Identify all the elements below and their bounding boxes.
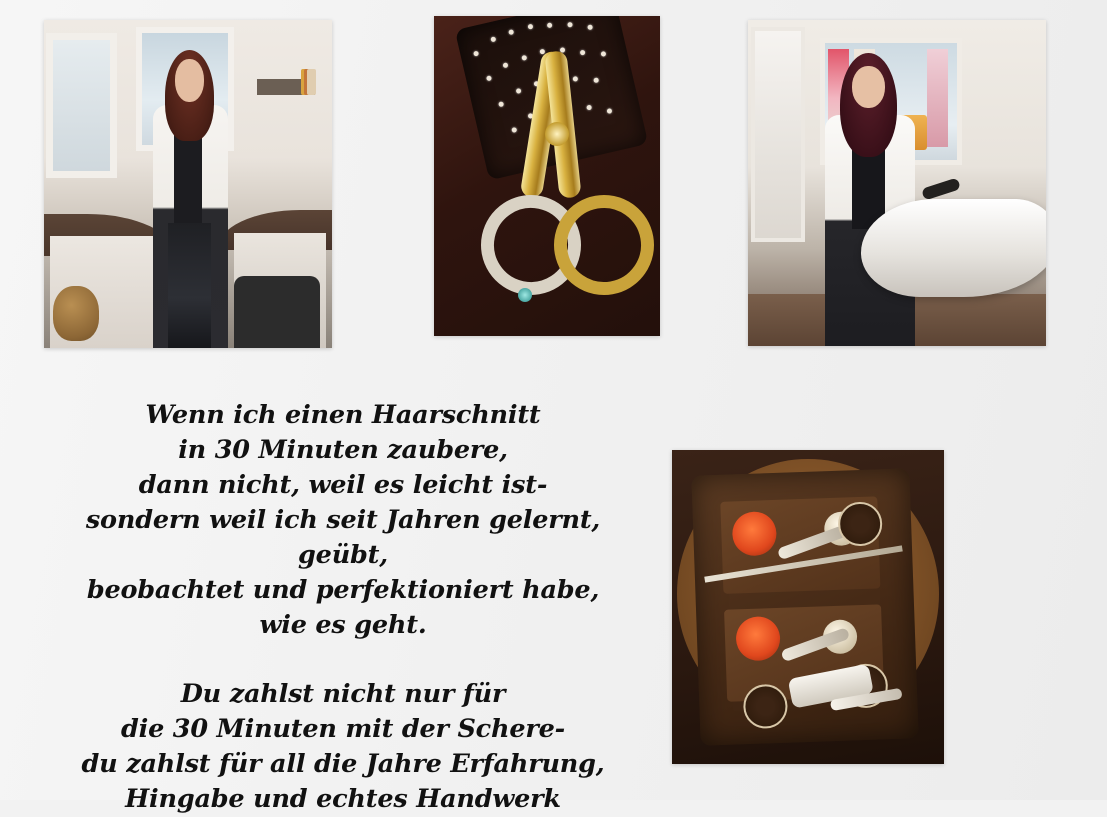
quote-line: Hingabe und echtes Handwerk bbox=[125, 784, 561, 814]
salon-right-poster bbox=[927, 49, 948, 147]
quote-line: sondern weil ich seit Jahren gelernt, geübt, bbox=[85, 505, 601, 570]
photo-tools bbox=[672, 450, 944, 764]
quote-line: die 30 Minuten mit der Schere- bbox=[120, 714, 566, 744]
paragraph-spacer bbox=[40, 643, 646, 677]
quote-line: beobachtet und perfektioniert habe, bbox=[86, 575, 600, 605]
quote-line: Du zahlst nicht nur für bbox=[180, 679, 506, 709]
photo-salon-right bbox=[748, 20, 1046, 346]
photo-scissors bbox=[434, 16, 660, 336]
salon-left-shelf bbox=[257, 79, 315, 95]
product-bottle-icon bbox=[307, 69, 316, 95]
salon-right-door bbox=[751, 27, 805, 242]
quote-line: Wenn ich einen Haarschnitt bbox=[145, 400, 541, 430]
quote-line: wie es geht. bbox=[259, 610, 427, 640]
salon-left-person-face bbox=[175, 59, 204, 102]
quote-text-block bbox=[40, 398, 646, 817]
tool-roll bbox=[692, 468, 919, 745]
scissors-screw-icon bbox=[545, 122, 569, 146]
salon-left-chair bbox=[234, 276, 320, 348]
scissors-gem-icon bbox=[518, 288, 532, 302]
dog-icon bbox=[53, 286, 99, 342]
photo-salon-left bbox=[44, 20, 332, 348]
wash-basin-icon bbox=[861, 199, 1046, 297]
quote-line: dann nicht, weil es leicht ist- bbox=[138, 470, 548, 500]
salon-left-person-legs bbox=[168, 223, 211, 348]
quote-line: in 30 Minuten zaubere, bbox=[178, 435, 508, 465]
quote-line: du zahlst für all die Jahre Erfahrung, bbox=[81, 749, 605, 779]
salon-right-person-face bbox=[852, 66, 885, 108]
salon-left-window-secondary bbox=[53, 40, 111, 171]
